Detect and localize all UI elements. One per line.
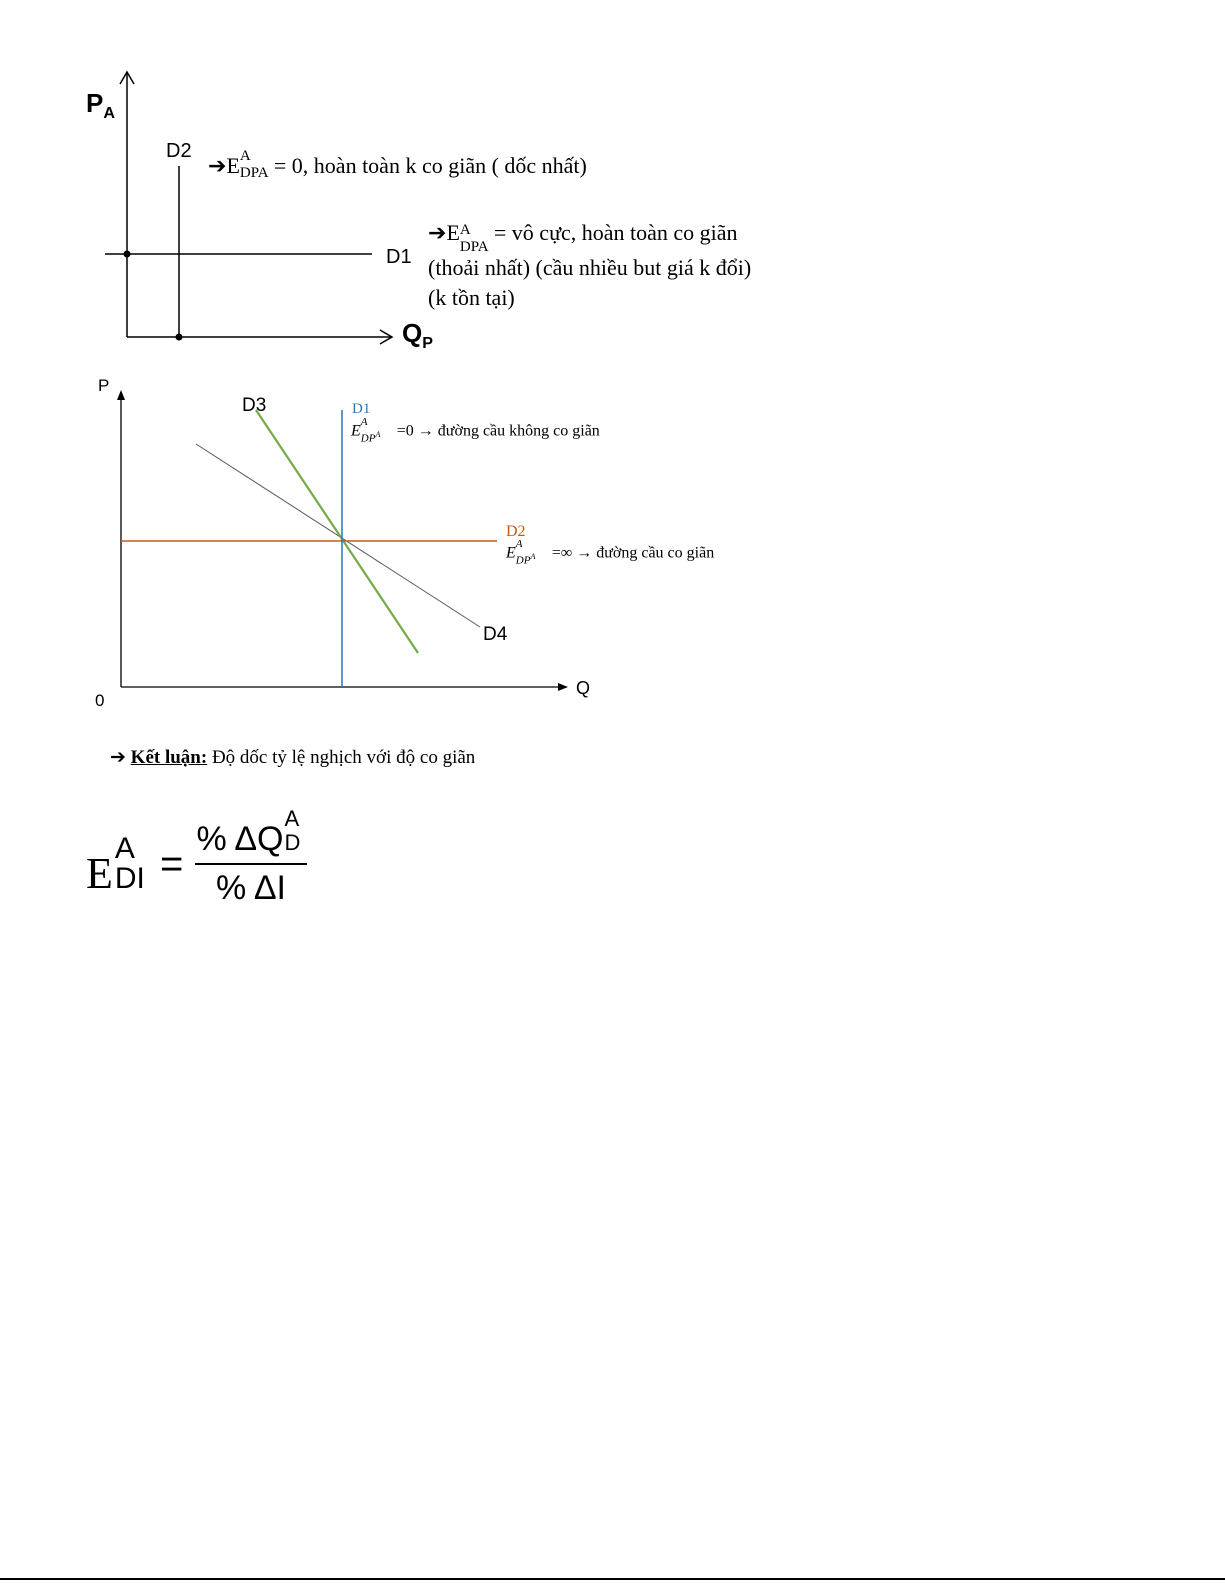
- fig2-origin-label: 0: [95, 691, 105, 710]
- formula-fraction-bar: [195, 863, 307, 865]
- page-bottom-rule: [0, 1578, 1225, 1580]
- formula-denominator: % ΔI: [216, 869, 286, 907]
- formula-lhs: E A DI: [86, 832, 145, 898]
- fig1-y-label: $P_A$: [86, 88, 115, 123]
- fig1-x-label: $Q_P$: [402, 318, 433, 353]
- fig2-d1-label: D1: [352, 401, 371, 417]
- fig1-price-dot: [124, 251, 131, 258]
- fig2-x-label: Q: [576, 678, 591, 698]
- fig2-d2-label: D2: [506, 523, 526, 540]
- formula-fraction: [195, 806, 307, 908]
- conclusion: [110, 746, 475, 769]
- fig2-y-label: P: [98, 376, 110, 395]
- fig1-quantity-dot: [176, 334, 183, 341]
- fig2-d3-label: D3: [242, 395, 267, 416]
- formula-numerator: % ΔQ A D: [196, 806, 301, 858]
- fig2-d2-note: E A $DP^A$ =∞ → đường cầu co giãn: [506, 538, 715, 567]
- conclusion-text: Độ dốc tỷ lệ nghịch với độ co giãn: [207, 747, 476, 768]
- fig1-d1-label: D1: [386, 246, 412, 268]
- fig1-d1-note: ➔E A DPA = vô cực, hoàn toàn co giãn (thoải nhất) (cầu nhiều but giá k đổi) (k tồn tại): [428, 220, 752, 310]
- fig1-d2-label: D2: [166, 140, 192, 162]
- arrow-icon: ➔: [208, 153, 227, 179]
- arrow-icon: ➔: [110, 747, 126, 768]
- arrow-icon: ➔: [428, 220, 447, 246]
- fig2-y-arrow: [117, 390, 125, 400]
- fig2-d4-label: D4: [483, 624, 508, 645]
- fig2-d1-note: E A $DP^A$ =0 → đường cầu không co giãn: [351, 416, 600, 445]
- fig1-d2-note: ➔E A DPA = 0, hoàn toàn k co giãn ( dốc nhất): [208, 148, 587, 181]
- fig2-d3-line: [256, 410, 418, 653]
- fig2-d4-line: [196, 444, 480, 627]
- conclusion-label: Kết luận:: [130, 747, 208, 768]
- fig2-x-arrow: [558, 683, 568, 691]
- figure-2-axes: [0, 360, 820, 720]
- formula-equals: =: [160, 842, 184, 886]
